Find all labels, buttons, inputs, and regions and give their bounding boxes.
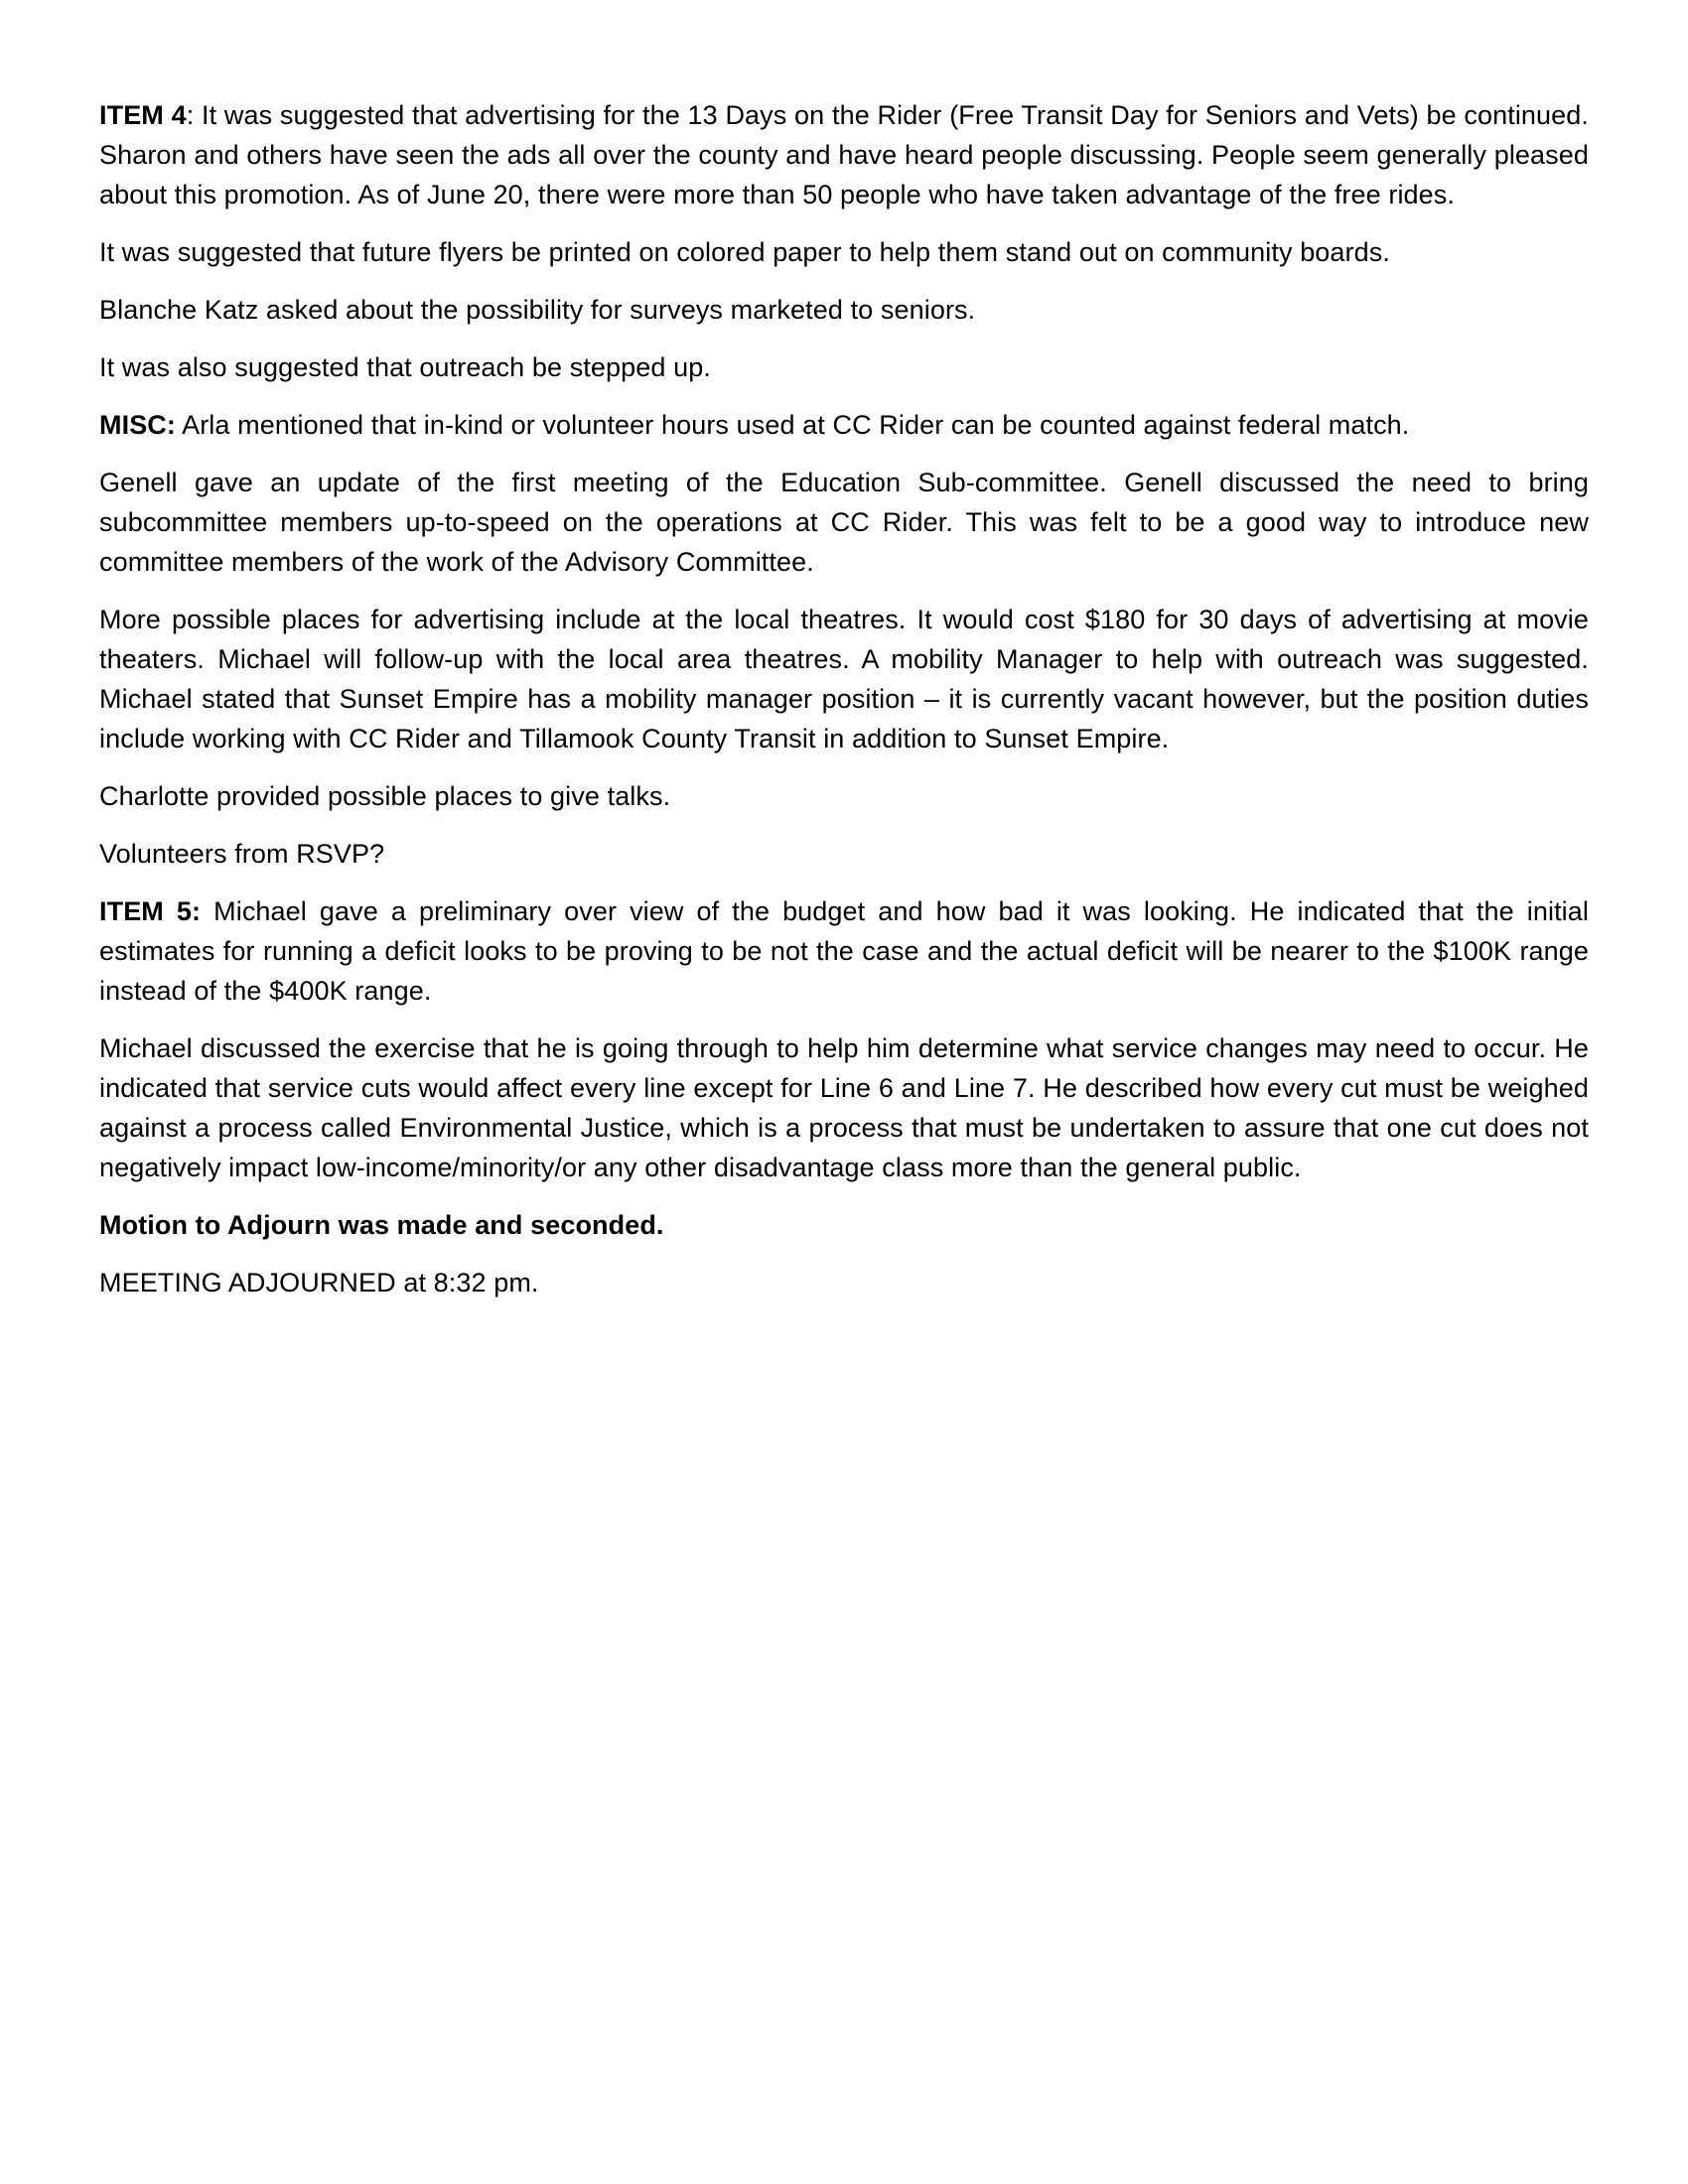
paragraph-text: MEETING ADJOURNED at 8:32 pm. (99, 1268, 539, 1297)
paragraph-volunteers-rsvp (99, 834, 1589, 874)
paragraph-item-4 (99, 95, 1589, 214)
paragraph-motion-adjourn (99, 1205, 1589, 1245)
paragraph-text: Michael discussed the exercise that he is going through to help him determine what service changes may need to occur. He indicated that service cuts would affect every line except for Line 6 and Line 7. He described how every cut must be weighed against a process called Environmental Justice, which is a process that must be undertaken to assure that one cut does not negatively impact low-income/minority/or any other disadvantage class more than the general public. (99, 1033, 1589, 1182)
paragraph-text: Volunteers from RSVP? (99, 839, 385, 869)
paragraph-advertising-places (99, 600, 1589, 758)
paragraph-text: It was suggested that future flyers be printed on colored paper to help them stand out on community boards. (99, 237, 1390, 267)
paragraph-text: More possible places for advertising include at the local theatres. It would cost $180 for 30 days of advertising at movie theaters. Michael will follow-up with the local area theatres. A mobility Manager to help with outreach was suggested. Michael stated that Sunset Empire has a mobility manager position – it is currently vacant however, but the position duties include working with CC Rider and Tillamook County Transit in addition to Sunset Empire. (99, 605, 1589, 753)
paragraph-lead: ITEM 5: (99, 896, 202, 926)
paragraph-misc (99, 405, 1589, 445)
paragraph-lead: MISC: (99, 410, 176, 440)
paragraph-lead: ITEM 4 (99, 100, 187, 130)
paragraph-lead: Motion to Adjourn was made and seconded. (99, 1210, 664, 1240)
paragraph-text: Arla mentioned that in-kind or volunteer hours used at CC Rider can be counted against federal match. (176, 410, 1410, 440)
paragraph-text: It was also suggested that outreach be stepped up. (99, 352, 711, 382)
paragraph-charlotte (99, 776, 1589, 816)
paragraph-genell-update (99, 463, 1589, 582)
paragraph-text: Michael gave a preliminary over view of the budget and how bad it was looking. He indicated that the initial estimates for running a deficit looks to be proving to be not the case and the actual deficit will be nearer to the $100K range instead of the $400K range. (99, 896, 1589, 1006)
paragraph-meeting-adjourned (99, 1263, 1589, 1302)
paragraph-blanche-katz (99, 290, 1589, 330)
paragraph-text: Blanche Katz asked about the possibility for surveys marketed to seniors. (99, 295, 976, 325)
paragraph-text: Charlotte provided possible places to give talks. (99, 781, 671, 811)
paragraph-item-5 (99, 891, 1589, 1011)
paragraph-text: : It was suggested that advertising for the 13 Days on the Rider (Free Transit Day for Seniors and Vets) be continued. Sharon and others have seen the ads all over the county and have heard people discussing. People seem generally pleased about this promotion. As of June 20, there were more than 50 people who have taken advantage of the free rides. (99, 100, 1589, 209)
paragraph-text: Genell gave an update of the first meeting of the Education Sub-committee. Genell discussed the need to bring subcommittee members up-to-speed on the operations at CC Rider. This was felt to be a good way to introduce new committee members of the work of the Advisory Committee. (99, 468, 1589, 577)
paragraph-outreach (99, 347, 1589, 387)
paragraph-flyers (99, 232, 1589, 272)
paragraph-service-changes (99, 1028, 1589, 1187)
